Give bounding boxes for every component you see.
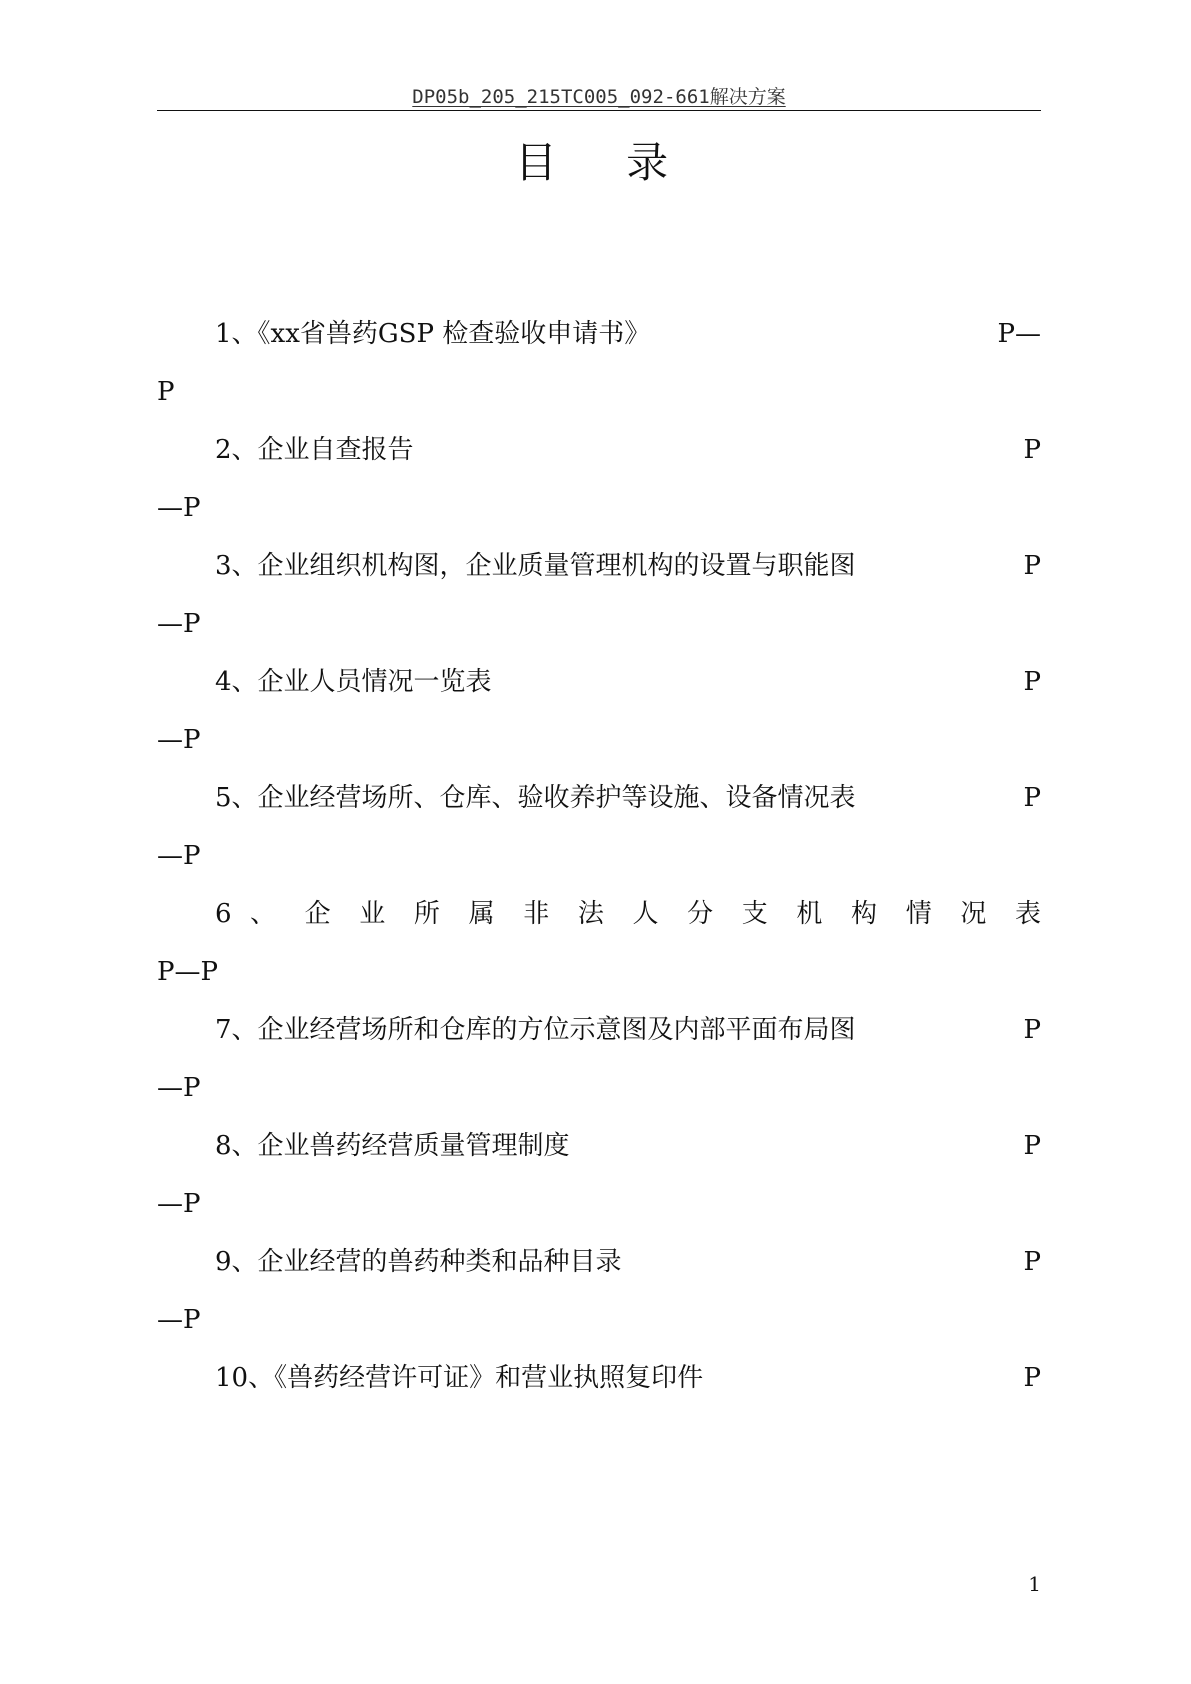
- toc-char: 所: [413, 899, 451, 929]
- toc-page-ref: P: [1023, 667, 1041, 697]
- toc-continuation: P—P: [157, 957, 218, 987]
- toc-continuation: —P: [157, 1305, 201, 1335]
- toc-page-ref: P: [1023, 551, 1041, 581]
- toc-entry-title: 8、企业兽药经营质量管理制度: [215, 1131, 570, 1161]
- header-divider: [157, 110, 1041, 111]
- page-number: 1: [1028, 1572, 1041, 1596]
- toc-entry-title: 5、企业经营场所、仓库、验收养护等设施、设备情况表: [215, 783, 856, 813]
- toc-char: 支: [741, 899, 778, 929]
- toc-entry-title: 1、《xx省兽药GSP 检查验收申请书》: [215, 319, 651, 349]
- toc-entry-title: 10、《兽药经营许可证》和营业执照复印件: [215, 1363, 704, 1393]
- toc-char: 况: [960, 899, 997, 929]
- toc-page-ref: P: [1023, 1363, 1041, 1393]
- toc-entry-6: [215, 898, 1041, 930]
- toc-char: 6: [215, 899, 232, 929]
- toc-page-ref: P: [1023, 1131, 1041, 1161]
- toc-entry-title: 2、企业自查报告: [215, 435, 414, 465]
- toc-continuation: P: [157, 377, 175, 407]
- toc-char: 人: [632, 899, 669, 929]
- document-code: DP05b_205_215TC005_092-661解决方案: [412, 86, 786, 108]
- toc-page-ref: P: [1023, 1247, 1041, 1277]
- toc-page-ref: P—: [997, 319, 1041, 349]
- page-title: 目 录: [514, 138, 697, 187]
- toc-char: 法: [577, 899, 615, 929]
- toc-entry-title: 3、企业组织机构图，企业质量管理机构的设置与职能图: [215, 551, 856, 581]
- toc-char: 企: [304, 899, 341, 929]
- toc-page-ref: P: [1023, 435, 1041, 465]
- toc-page-ref: P: [1023, 1015, 1041, 1045]
- toc-char: 、: [250, 899, 287, 929]
- toc-continuation: —P: [157, 841, 201, 871]
- toc-continuation: —P: [157, 1073, 201, 1103]
- toc-continuation: —P: [157, 609, 201, 639]
- toc-entry-title: 7、企业经营场所和仓库的方位示意图及内部平面布局图: [215, 1015, 856, 1045]
- toc-char: 机: [796, 899, 833, 929]
- toc-entry-title: 9、企业经营的兽药种类和品种目录: [215, 1247, 622, 1277]
- toc-page-ref: P: [1023, 783, 1041, 813]
- toc-continuation: —P: [157, 493, 201, 523]
- toc-char: 表: [1014, 899, 1041, 929]
- toc-char: 构: [851, 899, 888, 929]
- toc-entry-title: 4、企业人员情况一览表: [215, 667, 492, 697]
- toc-char: 情: [905, 899, 942, 929]
- toc-char: 属: [468, 899, 505, 929]
- toc-char: 业: [359, 899, 396, 929]
- toc-continuation: —P: [157, 725, 201, 755]
- toc-char: 非: [523, 899, 560, 929]
- toc-continuation: —P: [157, 1189, 201, 1219]
- toc-char: 分: [687, 899, 724, 929]
